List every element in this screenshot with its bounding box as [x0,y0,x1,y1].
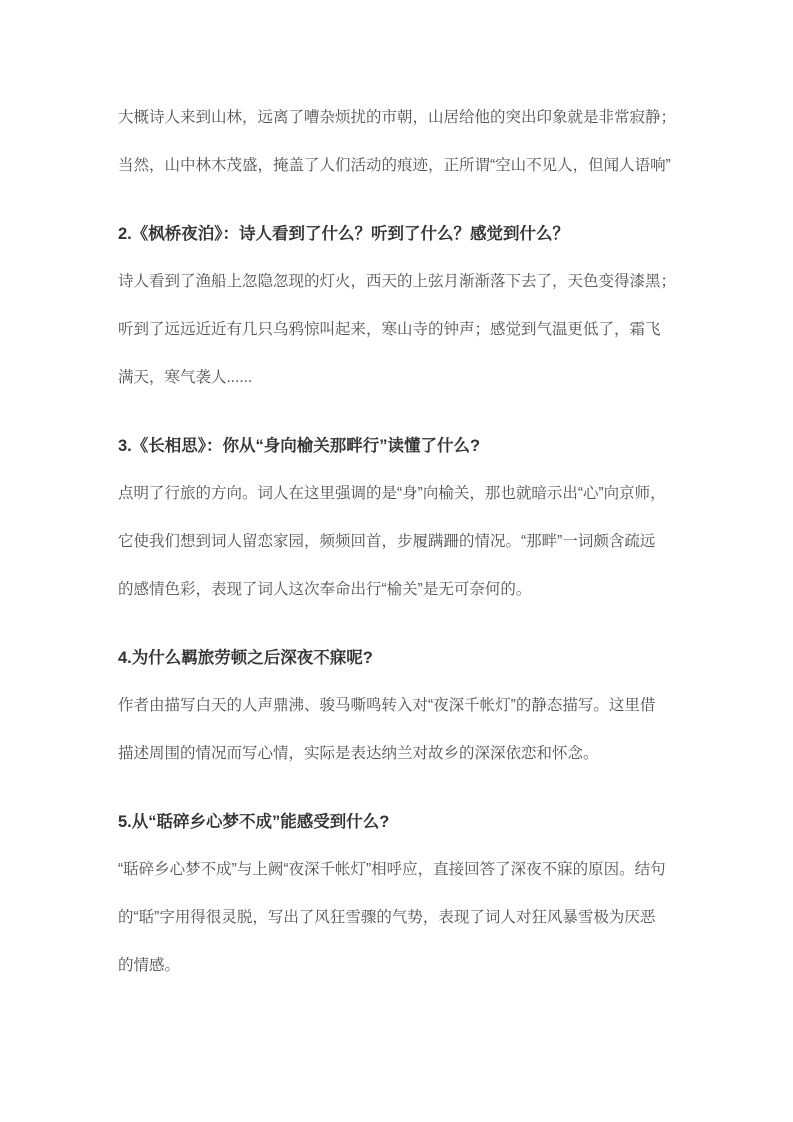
document-content [118,94,718,990]
question-heading-2: 2.《枫桥夜泊》：诗人看到了什么？听到了什么？感觉到什么？ [118,225,570,243]
answer-line: 点明了行旅的方向。词人在这里强调的是“身”向榆关，那也就暗示出“心”向京师， [118,485,666,502]
answer-line: 作者由描写白天的人声鼎沸、骏马嘶鸣转入对“夜深千帐灯”的静态描写。这里借 [118,697,656,714]
question-heading-3: 3.《长相思》：你从“身向榆关那畔行”读懂了什么? [118,437,481,455]
qa-section-4 [118,634,718,778]
answer-line: 诗人看到了渔船上忽隐忽现的灯火，西天的上弦月渐渐落下去了，天色变得漆黑； [118,273,677,290]
qa-section-3 [118,422,718,614]
answer-line: 的情感。 [118,957,181,974]
answer-line: 它使我们想到词人留恋家园，频频回首，步履蹒跚的情况。“那畔”一词颇含疏远 [118,533,656,550]
qa-section-2 [118,210,718,402]
answer-line: 满天，寒气袭人...... [118,369,253,386]
answer-line: 的“聒”字用得很灵脱，写出了风狂雪骤的气势，表现了词人对狂风暴雪极为厌恶 [118,909,656,926]
answer-line: 的感情色彩，表现了词人这次奉命出行“榆关”是无可奈何的。 [118,581,532,598]
answer-line: 描述周围的情况而写心情，实际是表达纳兰对故乡的深深依恋和怀念。 [118,745,599,762]
qa-section-5 [118,798,718,990]
answer-line: 大概诗人来到山林，远离了嘈杂烦扰的市朝，山居给他的突出印象就是非常寂静； [118,109,677,126]
question-heading-5: 5.从“聒碎乡心梦不成”能感受到什么? [118,813,390,831]
answer-continuation-paragraph [118,94,718,190]
answer-line: 当然，山中林木茂盛，掩盖了人们活动的痕迹，正所谓“空山不见人，但闻人语响” [118,157,671,174]
answer-line: “聒碎乡心梦不成”与上阙“夜深千帐灯”相呼应，直接回答了深夜不寐的原因。结句 [118,861,666,878]
answer-line: 听到了远远近近有几只乌鸦惊叫起来，寒山寺的钟声；感觉到气温更低了，霜飞 [118,321,661,338]
question-heading-4: 4.为什么羁旅劳顿之后深夜不寐呢? [118,649,373,667]
